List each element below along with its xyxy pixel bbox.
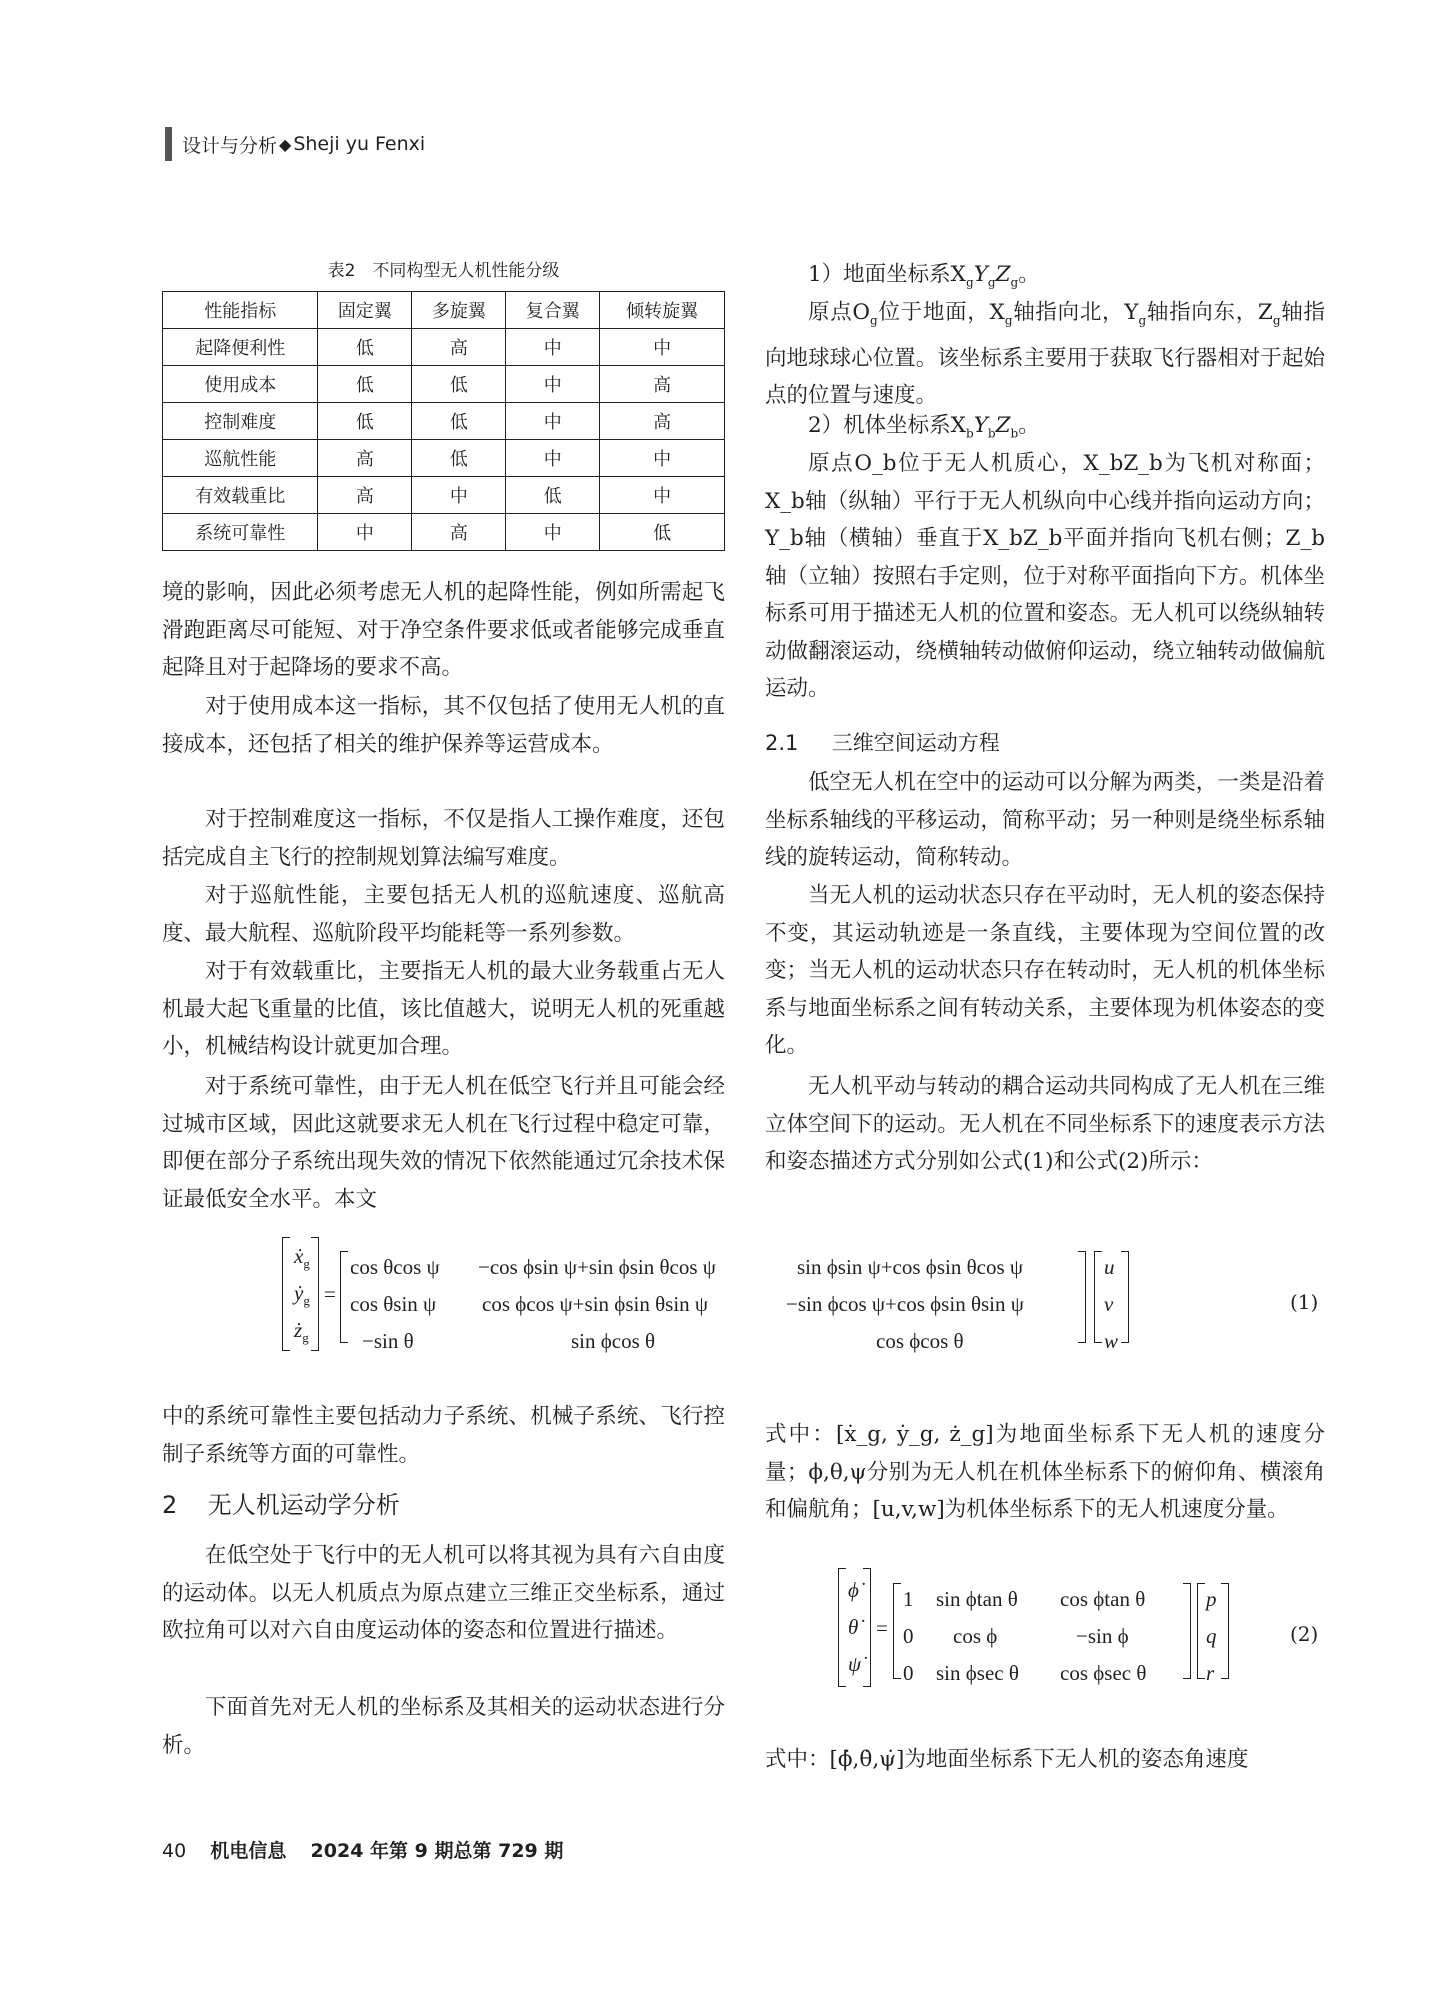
paragraph: 境的影响，因此必须考虑无人机的起降性能，例如所需起飞滑跑距离尽可能短、对于净空条件要求低或者能够完成垂直起降且对于起降场的要求不高。	[162, 580, 725, 680]
paragraph: 原点O_b位于无人机质心，X_bZ_b为飞机对称面；X_b轴（纵轴）平行于无人机纵向中心线并指向运动方向；Y_b轴（横轴）垂直于X_bZ_b平面并指向飞机右侧；Z_b轴（立轴）按照右手定则，位于对称平面指向下方。机体坐标系可用于描述无人机的位置和姿态。无人机可以绕纵轴转动做翻滚运动，绕横轴转动做俯仰运动，绕立轴转动做偏航运动。	[765, 451, 1325, 701]
running-header	[165, 127, 425, 161]
table-header-row	[163, 292, 725, 329]
matrix-cell: cos ϕcos ψ+sin ϕsin θsin ψ	[482, 1292, 709, 1316]
matrix-cell: cos ϕtan θ	[1060, 1587, 1146, 1611]
left-bracket	[838, 1568, 846, 1687]
table-cell: 低	[600, 514, 725, 551]
matrix-cell: 0	[903, 1624, 914, 1648]
paragraph: 中的系统可靠性主要包括动力子系统、机械子系统、飞行控制子系统等方面的可靠性。	[162, 1404, 725, 1467]
performance-table	[162, 291, 725, 551]
table-cell: 高	[412, 329, 506, 366]
table-cell: 高	[412, 514, 506, 551]
table-cell: 巡航性能	[163, 440, 318, 477]
table-header-cell: 固定翼	[318, 292, 412, 329]
eq-var: r	[1206, 1661, 1215, 1685]
eq-var: ż	[294, 1318, 303, 1342]
matrix-cell: sin ϕtan θ	[936, 1587, 1018, 1611]
paragraph: 当无人机的运动状态只存在平动时，无人机的姿态保持不变，其运动轨迹是一条直线，主要体现为空间位置的改变；当无人机的运动状态只存在转动时，无人机的机体坐标系与地面坐标系之间有转动关系，主要体现为机体姿态的变化。	[765, 883, 1325, 1058]
paragraph: 对于使用成本这一指标，其不仅包括了使用无人机的直接成本，还包括了相关的维护保养等运营成本。	[162, 694, 725, 757]
table-cell: 中	[600, 477, 725, 514]
eq-var: ẏ	[294, 1281, 304, 1305]
table-cell: 中	[318, 514, 412, 551]
table-cell: 中	[506, 403, 600, 440]
paragraph: 对于有效载重比，主要指无人机的最大业务载重占无人机最大起飞重量的比值，该比值越大，说明无人机的死重越小，机械结构设计就更加合理。	[162, 959, 725, 1059]
table-header-cell: 性能指标	[163, 292, 318, 329]
eq-lhs	[848, 1615, 858, 1640]
matrix-cell: 1	[903, 1587, 914, 1611]
table-header-cell: 复合翼	[506, 292, 600, 329]
subsection-title: 三维空间运动方程	[831, 731, 1000, 755]
section-number: 2	[162, 1491, 178, 1519]
table-cell: 低	[412, 366, 506, 403]
equation-number: (1)	[1290, 1290, 1319, 1314]
eq-lhs	[294, 1281, 310, 1309]
paragraph: 2）机体坐标系$X_bY_bZ_b$。	[808, 413, 1040, 441]
left-bracket	[893, 1583, 901, 1679]
eq-var: ψ̇	[848, 1652, 862, 1676]
text-span: 原点O	[808, 300, 871, 325]
paragraph: 对于系统可靠性，由于无人机在低空飞行并且可能会经过城市区域，因此这就要求无人机在飞行过程中稳定可靠，即便在部分子系统出现失效的情况下依然能通过冗余技术保证最低安全水平。本文	[162, 1074, 725, 1212]
header-bar	[165, 127, 172, 161]
table-row	[163, 477, 725, 514]
table-cell: 中	[506, 366, 600, 403]
eq-var: w	[1104, 1329, 1119, 1353]
matrix-cell: sin ϕsin ψ+cos ϕsin θcos ψ	[797, 1255, 1024, 1279]
paragraph: 式中：[ϕ̇,θ̇,ψ̇]为地面坐标系下无人机的姿态角速度	[765, 1747, 1249, 1772]
left-bracket	[1094, 1251, 1102, 1343]
matrix-cell: sin ϕsec θ	[936, 1661, 1019, 1685]
eq-sub: g	[302, 1330, 309, 1346]
equals-sign: =	[324, 1282, 336, 1306]
journal-name: 机电信息	[210, 1840, 287, 1862]
matrix-cell: 0	[903, 1661, 914, 1685]
issue-info: 2024 年第 9 期总第 729 期	[310, 1840, 564, 1862]
paragraph: 式中：[ẋ_g, ẏ_g, ż_g]为地面坐标系下无人机的速度分量；ϕ,θ,ψ分别为无人机在机体坐标系下的俯仰角、横滚角和偏航角；[u,v,w]为机体坐标系下的无人机速度分量。	[765, 1422, 1325, 1522]
eq-lhs	[294, 1318, 309, 1346]
matrix-cell: cos ϕcos θ	[876, 1329, 964, 1353]
paragraph: 低空无人机在空中的运动可以分解为两类，一类是沿着坐标系轴线的平移运动，简称平动；另一种则是绕坐标系轴线的旋转运动，简称转动。	[765, 770, 1325, 870]
table-row	[163, 366, 725, 403]
vector-cell	[1206, 1624, 1217, 1649]
left-bracket	[1197, 1583, 1205, 1679]
table-cell: 中	[506, 514, 600, 551]
eq-var: p	[1206, 1587, 1217, 1611]
eq-lhs	[848, 1578, 859, 1603]
table-cell: 低	[412, 403, 506, 440]
table-cell: 起降便利性	[163, 329, 318, 366]
matrix-cell: cos θsin ψ	[350, 1292, 437, 1316]
matrix-cell: cos θcos ψ	[350, 1255, 440, 1279]
table-cell: 中	[600, 329, 725, 366]
right-bracket	[1121, 1251, 1129, 1343]
vector-cell	[1206, 1661, 1214, 1686]
eq-lhs	[848, 1652, 861, 1677]
table-row	[163, 329, 725, 366]
eq-var: q	[1206, 1624, 1217, 1648]
table-cell: 低	[318, 366, 412, 403]
matrix-cell: cos ϕ	[953, 1624, 998, 1648]
eq-var: ẋ	[294, 1244, 304, 1268]
right-bracket	[1078, 1251, 1086, 1343]
eq-var: v	[1104, 1292, 1114, 1316]
text-span: 轴指向北，Y	[1012, 300, 1139, 325]
left-bracket	[282, 1237, 290, 1351]
text-span: 轴指向东，Z	[1146, 300, 1273, 325]
page-footer	[162, 1836, 563, 1863]
subsection-number: 2.1	[765, 731, 799, 755]
vector-cell	[1104, 1255, 1115, 1280]
right-bracket	[1183, 1583, 1191, 1679]
page-number: 40	[162, 1840, 187, 1862]
paragraph: 下面首先对无人机的坐标系及其相关的运动状态进行分析。	[162, 1695, 725, 1758]
table-row	[163, 403, 725, 440]
paragraph: 在低空处于飞行中的无人机可以将其视为具有六自由度的运动体。以无人机质点为原点建立三维正交坐标系，通过欧拉角可以对六自由度运动体的姿态和位置进行描述。	[162, 1543, 725, 1643]
text-span: 2）机体坐标系X	[808, 413, 966, 438]
table-cell: 低	[318, 403, 412, 440]
table-caption: 表2 不同构型无人机性能分级	[327, 261, 560, 281]
table-cell: 中	[506, 329, 600, 366]
paragraph: 对于控制难度这一指标，不仅是指人工操作难度，还包括完成自主飞行的控制规划算法编写难度。	[162, 807, 725, 870]
eq-var: ϕ̇	[848, 1578, 859, 1602]
table-cell: 系统可靠性	[163, 514, 318, 551]
section-title: 无人机运动学分析	[207, 1491, 400, 1519]
paragraph: 1）地面坐标系$X_gY_gZ_g$。	[808, 262, 1040, 290]
subsection-heading	[765, 727, 1000, 757]
paragraph: 原点$O_g$位于地面，$X_g$轴指向北，$Y_g$轴指向东，$Z_g$轴指向地球球心位置。该坐标系主要用于获取飞行器相对于起始点的位置与速度。	[765, 300, 1325, 409]
matrix-cell: −sin ϕ	[1076, 1624, 1129, 1648]
table-cell: 低	[318, 329, 412, 366]
table-cell: 中	[506, 440, 600, 477]
header-section: 设计与分析	[182, 134, 278, 157]
eq-sub: g	[303, 1293, 310, 1309]
table-cell: 高	[600, 403, 725, 440]
equation-number: (2)	[1290, 1622, 1319, 1646]
table-cell: 中	[412, 477, 506, 514]
table-cell: 低	[506, 477, 600, 514]
diamond-icon: ◆	[279, 134, 292, 154]
right-bracket	[311, 1237, 319, 1351]
right-bracket	[1221, 1583, 1229, 1679]
eq-var: u	[1104, 1255, 1115, 1279]
table-row	[163, 514, 725, 551]
left-bracket	[340, 1251, 348, 1343]
eq-lhs	[294, 1244, 310, 1272]
header-pinyin: Sheji yu Fenxi	[293, 133, 426, 155]
eq-sub: g	[303, 1256, 310, 1272]
eq-var: θ̇	[848, 1615, 859, 1639]
section-heading	[162, 1485, 400, 1520]
table-header-cell: 倾转旋翼	[600, 292, 725, 329]
matrix-cell: −sin θ	[362, 1329, 414, 1353]
vector-cell	[1104, 1292, 1113, 1317]
paragraph: 无人机平动与转动的耦合运动共同构成了无人机在三维立体空间下的运动。无人机在不同坐标系下的速度表示方法和姿态描述方式分别如公式(1)和公式(2)所示：	[765, 1074, 1325, 1174]
vector-cell	[1206, 1587, 1217, 1612]
equals-sign: =	[876, 1616, 888, 1640]
table-header-cell: 多旋翼	[412, 292, 506, 329]
matrix-cell: −sin ϕcos ψ+cos ϕsin θsin ψ	[786, 1292, 1024, 1316]
matrix-cell: sin ϕcos θ	[571, 1329, 656, 1353]
table-row	[163, 440, 725, 477]
table-cell: 控制难度	[163, 403, 318, 440]
right-bracket	[863, 1568, 871, 1687]
table-cell: 有效载重比	[163, 477, 318, 514]
text-span: 1）地面坐标系X	[808, 262, 966, 287]
vector-cell	[1104, 1329, 1118, 1354]
text-span: 位于地面，X	[877, 300, 1005, 325]
table-cell: 使用成本	[163, 366, 318, 403]
table-cell: 低	[412, 440, 506, 477]
matrix-cell: cos ϕsec θ	[1060, 1661, 1147, 1685]
table-cell: 高	[600, 366, 725, 403]
text-span: 轴指向地球球心位置。该坐标系主要用于获取飞行器相对于起始点的位置与速度。	[765, 300, 1325, 409]
table-cell: 中	[600, 440, 725, 477]
table-cell: 高	[318, 477, 412, 514]
table-cell: 高	[318, 440, 412, 477]
matrix-cell: −cos ϕsin ψ+sin ϕsin θcos ψ	[478, 1255, 716, 1279]
paragraph: 对于巡航性能，主要包括无人机的巡航速度、巡航高度、最大航程、巡航阶段平均能耗等一系列参数。	[162, 883, 725, 946]
